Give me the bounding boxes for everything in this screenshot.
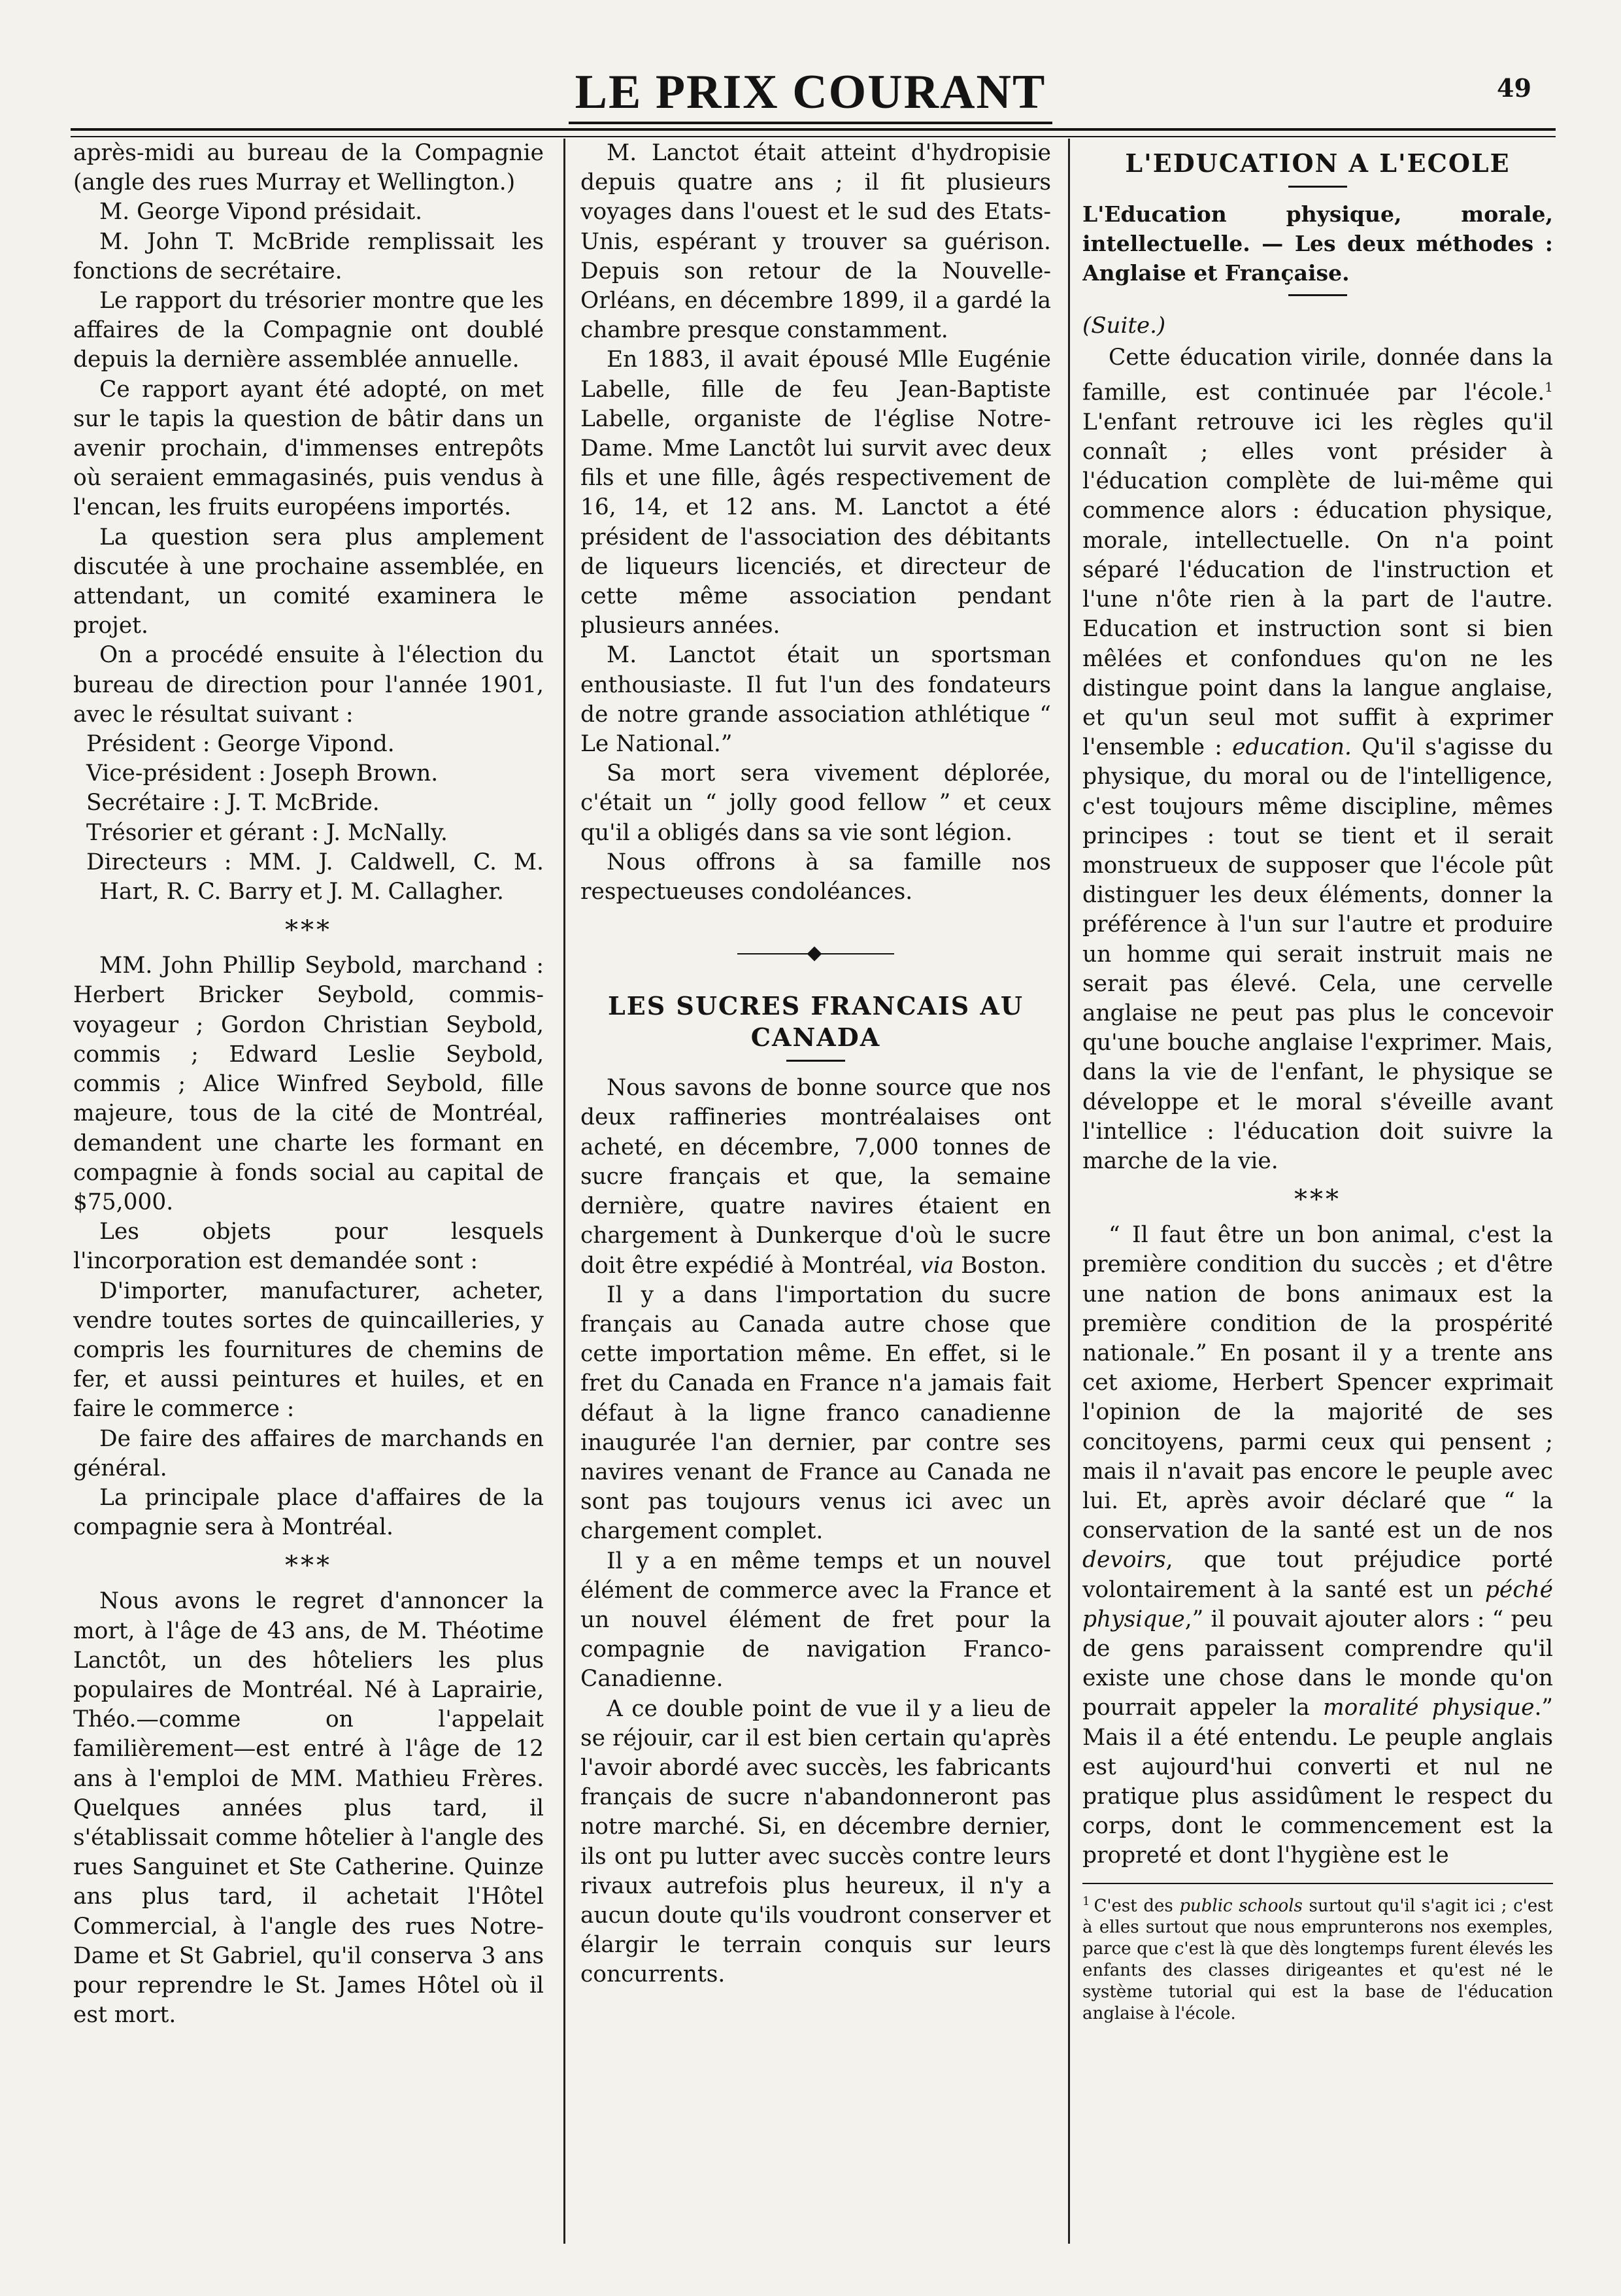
paragraph: Ce rapport ayant été adopté, on met sur le tapis la question de bâtir dans un avenir prochain, d'immenses entrepôts où seraient emmagasinés, puis vendus à l'encan, les fruits européens importés. (73, 376, 544, 521)
column-middle (580, 139, 1051, 2250)
officer-line: Président : George Vipond. (86, 731, 395, 758)
officer-line: Directeurs : MM. J. Caldwell, C. M. Hart, R. C. Barry et J. M. Callagher. (86, 849, 544, 905)
officer-line: Secrétaire : J. T. McBride. (86, 790, 380, 817)
paragraph: après-midi au bureau de la Compagnie (angle des rues Murray et Wellington.) (73, 140, 544, 196)
footnote-ref: 1 (1545, 379, 1553, 396)
section-separator-stars: *** (285, 915, 332, 946)
article-subtitle: L'Education physique, morale, intellectuelle. — Les deux méthodes : Anglaise et Française. (1082, 201, 1553, 286)
title-rule (786, 1060, 845, 1062)
paragraph: M. George Vipond présidait. (99, 199, 423, 226)
paragraph: Sa mort sera vivement déplorée, c'était un “ jolly good fellow ” et ceux qu'il a obligés dans sa vie sont légion. (580, 760, 1051, 846)
masthead-title: LE PRIX COURANT (569, 63, 1053, 124)
paragraph: De faire des affaires de marchands en général. (73, 1425, 544, 1481)
masthead (0, 63, 1621, 122)
paragraph: Nous offrons à sa famille nos respectueuses condoléances. (580, 849, 1051, 905)
article-title-education: L'EDUCATION A L'ECOLE (1125, 148, 1511, 178)
article-title-sucres: LES SUCRES FRANCAIS AU CANADA (608, 991, 1024, 1053)
section-separator-stars: *** (285, 1551, 332, 1581)
footnote-number: 1 (1082, 1894, 1090, 1908)
section-separator-stars: *** (1294, 1185, 1341, 1215)
paragraph: M. Lanctot était un sportsman enthousiaste. Il fut l'un des fondateurs de notre grande association athlétique “ Le National.” (580, 642, 1051, 758)
paragraph: Il y a dans l'importation du sucre français au Canada autre chose que cette importation même. En effet, si le fret du Canada en France n'a jamais fait défaut à la ligne franco canadienne inaugurée l'an dernier, par contre ses navires venant de France au Canada ne sont pas toujours venus ici avec un chargement complet. (580, 1281, 1051, 1545)
column-right (1082, 139, 1553, 2250)
paragraph: “ Il faut être un bon animal, c'est la première condition du succès ; et d'être une nation de bons animaux est la première condition de la prospérité nationale.” En posant il y a trente ans cet axiome, Herbert Spencer exprimait l'opinion de la majorité de ses concitoyens, parmi ceux qui pensent ; mais il n'avait pas encore le peuple avec lui. Et, après avoir déclaré que “ la conservation de la santé est un de nos devoirs, que tout préjudice porté volontairement à la santé est un péché physique,” il pouvait ajouter alors : “ peu de gens paraissent comprendre qu'il existe une chose dans le monde qu'on pourrait appeler la moralité physique.” Mais il a été entendu. Le peuple anglais est aujourd'hui converti et nul ne pratique plus assidûment le respect du corps, dont le commencement est la propreté et dont l'hygiène est le (1082, 1222, 1553, 1869)
column-divider-right (1068, 139, 1070, 2244)
paragraph: Nous avons le regret d'annoncer la mort, à l'âge de 43 ans, de M. Théotime Lanctôt, un des hôteliers les plus populaires de Montréal. Né à Laprairie, Théo.—comme on l'appelait familièrement—est entré à l'âge de 12 ans à l'emploi de MM. Mathieu Frères. Quelques années plus tard, il s'établissait comme hôtelier à l'angle des rues Sanguinet et Ste Catherine. Quinze ans plus tard, il achetait l'Hôtel Commercial, à l'angle des rues Notre-Dame et St Gabriel, qu'il conserva 3 ans pour reprendre le St. James Hôtel où il est mort. (73, 1588, 544, 2029)
paragraph: MM. John Phillip Seybold, marchand : Herbert Bricker Seybold, commis-voyageur ; Gordon Christian Seybold, commis ; Edward Leslie Seybold, commis ; Alice Winfred Seybold, fille majeure, tous de la cité de Montréal, demandent une charte les formant en compagnie à fonds social au capital de $75,000. (73, 953, 544, 1215)
title-rule (1288, 186, 1347, 188)
header-rule-thin (71, 136, 1556, 137)
subtitle-rule (1288, 294, 1347, 296)
officer-line: Trésorier et gérant : J. McNally. (86, 819, 448, 846)
paragraph: M. Lanctot était atteint d'hydropisie depuis quatre ans ; il fit plusieurs voyages dans l'ouest et le sud des Etats-Unis, espérant y trouver sa guérison. Depuis son retour de la Nouvelle-Orléans, en décembre 1899, il a gardé la chambre presque constamment. (580, 140, 1051, 344)
paragraph: Nous savons de bonne source que nos deux raffineries montréalaises ont acheté, en décembre, 7,000 tonnes de sucre français et que, la semaine dernière, quatre navires étaient en chargement à Dunkerque d'où le sucre doit être expédié à Montréal, via Boston. (580, 1075, 1051, 1279)
paragraph: En 1883, il avait épousé Mlle Eugénie Labelle, fille de feu Jean-Baptiste Labelle, organiste de l'église Notre-Dame. Mme Lanctôt lui survit avec deux fils et une fille, âgés respectivement de 16, 14, et 12 ans. M. Lanctot a été président de l'association des débitants de liqueurs licenciés, et directeur de cette même association pendant plusieurs années. (580, 346, 1051, 639)
paragraph: M. John T. McBride remplissait les fonctions de secrétaire. (73, 228, 544, 284)
ornament-diamond (807, 947, 822, 962)
section-ornament (580, 946, 1051, 962)
page-number: 49 (1497, 73, 1531, 103)
paragraph: La question sera plus amplement discutée à une prochaine assemblée, en attendant, un comité examinera le projet. (73, 524, 544, 639)
column-left (73, 139, 544, 2250)
footnote: $^1$ C'est des public schools surtout qu'il s'agit ici ; c'est à elles surtout que nous emprunterons nos exemples, parce que c'est là que dès longtemps furent élevés les enfants des classes dirigeantes et qu'est né le système tutorial qui est la base de l'éducation anglaise à l'école. (1082, 1883, 1553, 2025)
paragraph: Il y a en même temps et un nouvel élément de commerce avec la France et un nouvel élément de fret pour la compagnie de navigation Franco-Canadienne. (580, 1547, 1051, 1693)
paragraph: D'importer, manufacturer, acheter, vendre toutes sortes de quincailleries, y compris les fournitures de chemins de fer, et aussi peintures et huiles, et en faire le commerce : (73, 1277, 544, 1423)
column-divider-left (563, 139, 565, 2244)
paragraph: On a procédé ensuite à l'élection du bureau de direction pour l'année 1901, avec le résultat suivant : (73, 642, 544, 728)
paragraph: A ce double point de vue il y a lieu de se réjouir, car il est bien certain qu'après l'avoir abordé avec succès, les fabricants français de sucre n'abandonneront pas notre marché. Si, en décembre dernier, ils ont pu lutter avec succès contre leurs rivaux autrefois plus heureux, il n'y a aucun doute qu'ils voudront conserver et élargir le terrain conquis sur leurs concurrents. (580, 1695, 1051, 1988)
paragraph: Cette éducation virile, donnée dans la famille, est continuée par l'école.$^1$ L'enfant retrouve ici les règles qu'il connaît ; elles vont présider à l'éducation complète de lui-même qui commence alors : éducation physique, morale, intellectuelle. On n'a point séparé l'éducation de l'instruction et l'une n'ôte rien à la part de l'autre. Education et instruction sont si bien mêlées et confondues qu'on ne les distingue point dans la langue anglaise, et qu'un seul mot suffit à exprimer l'ensemble : education. Qu'il s'agisse du physique, du moral ou de l'intelligence, c'est toujours même discipline, mêmes principes : tout se tient et il serait monstrueux de supposer que l'école pût distinguer les deux éléments, donner la préférence à l'un sur l'autre et produire un homme qui serait instruit mais ne serait pas élevé. Cela, une cervelle anglaise ne peut pas plus le concevoir qu'une bouche anglaise l'exprimer. Mais, dans la vie de l'enfant, le physique se développe et le moral s'éveille avant l'intellice : l'éducation doit suivre la marche de la vie. (1082, 345, 1553, 1174)
paragraph: Le rapport du trésorier montre que les affaires de la Compagnie ont doublé depuis la dernière assemblée annuelle. (73, 288, 544, 373)
suite-label: (Suite.) (1082, 312, 1166, 339)
paragraph: Les objets pour lesquels l'incorporation est demandée sont : (73, 1219, 544, 1275)
officer-line: Vice-président : Joseph Brown. (86, 760, 439, 787)
paragraph: La principale place d'affaires de la compagnie sera à Montréal. (73, 1484, 544, 1541)
header-rule-thick (71, 128, 1556, 131)
